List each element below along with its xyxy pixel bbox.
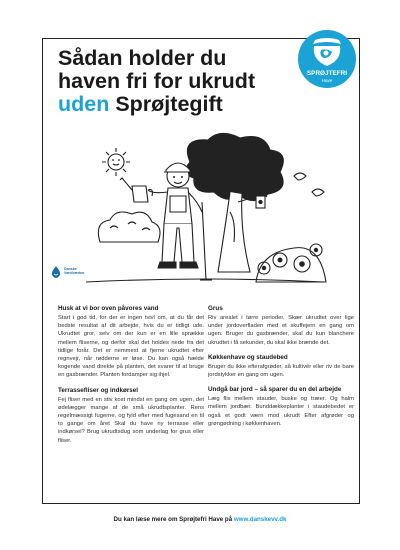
- bird-icon: [294, 173, 306, 180]
- footer: [0, 516, 400, 523]
- section-body: Bruger du ikke efterafgrøder, så kultivér eller riv de bare jordstykker en gang om ugen.: [208, 363, 354, 379]
- left-column: [58, 305, 204, 452]
- section-body: Fej fliser med en stiv kost mindst en gang om ugen, det ødelægger mange af de små ukrudtsplanter. Rens regelmæssigt fugerne, og fyld efter med fugesand en til to gange om året Skal du have ny terrasse eller indkørsel? Brug ukrudtsdug som underlag for grus eller fliser.: [58, 396, 204, 444]
- gardener-body: [164, 188, 192, 224]
- right-column: [208, 305, 354, 435]
- partner-logo-line-1: Danske: [64, 267, 77, 271]
- section-body: Start i god tid, for der er ingen tvivl om, at du får det bedste resultat af dit arbejde, hvis du er tidligt ude. Ukrudtet gror, selv om der kun er en lille sprække mellem fliserne, og derfor skal det holdes nede fra det tidlige forår. Det er nemmest at fjerne ukrudtet efter regnvejr, når rødderne er løse. Du kan også hælde kogende vand direkte på planten, det svarer til at bruge en gasbrænder. Planten fordamper sig ihjel.: [58, 315, 204, 379]
- sun-icon: [108, 154, 124, 170]
- bird-icon-2: [312, 189, 324, 196]
- tree-canopy: [186, 133, 283, 200]
- section-heading: Grus: [208, 305, 223, 312]
- section-heading: Undgå bar jord – så sparer du en del arbejde: [208, 386, 342, 394]
- water-drop-icon: [50, 265, 62, 279]
- footer-link[interactable]: www.danskevv.dk: [233, 516, 287, 523]
- section-body: Læg flis mellem stauder, buske og træer. Og halm mellem jordbær. Bunddækkeplanter i staudebedet er også et godt værn mod ukrudt Efter afgrøder og grøngødning i køkkenhaven.: [208, 396, 354, 427]
- title-line-3-rest: Sprøjtegift: [109, 92, 223, 116]
- section-heading: Husk at vi bor oven påvores vand: [58, 305, 159, 312]
- partner-logo-line-2: Vandværker: [64, 271, 85, 276]
- section-heading: Terrassefliser og indkørsel: [58, 386, 139, 394]
- danske-vandvaerker-logo: [50, 262, 100, 288]
- sprojtefri-logo: [296, 28, 358, 90]
- page-title: [58, 47, 288, 116]
- title-line-3: [58, 93, 288, 116]
- title-line-2: haven fri for ukrudt: [58, 69, 256, 93]
- footer-text: Du kan læse mere om Sprøjtefri Have på: [113, 516, 234, 523]
- logo-sub-text: Have: [321, 78, 333, 83]
- title-line-1: Sådan holder du: [58, 46, 227, 70]
- logo-brand-text: SPRØJTEFRI: [306, 70, 348, 77]
- title-accent-word: uden: [58, 92, 110, 116]
- gardener-illustration: [80, 132, 330, 292]
- section-body: Riv arealet i tørre perioder. Skær ukrudtet over lige under jordoverfladen med et skuffejern en gang om ugen. Bruger du gasbrænder, skal du kun blanchere ukrudtet i få sekunder, du skal ikke brænde det.: [208, 315, 354, 346]
- flowers-right: [256, 244, 326, 282]
- hedge-left: [98, 212, 160, 242]
- watering-can-icon: [132, 186, 148, 202]
- section-heading: Køkkenhave og staudebed: [208, 353, 288, 361]
